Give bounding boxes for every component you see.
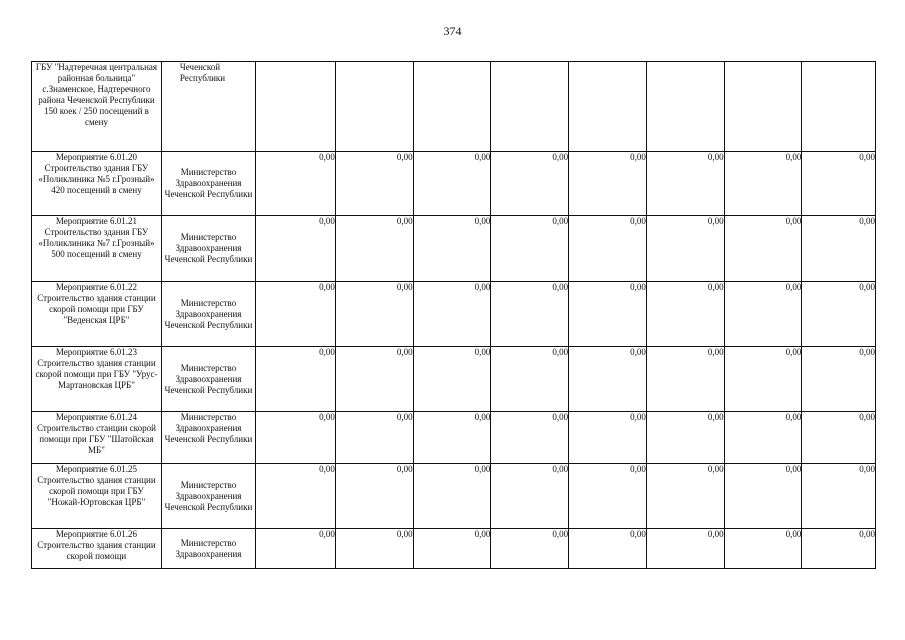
measure-name-cell: Мероприятие 6.01.24 Строительство станции скорой помощи при ГБУ "Шатойская МБ" (32, 412, 162, 464)
value-cell: 0,00 (335, 529, 413, 569)
value-cell: 0,00 (335, 152, 413, 216)
value-cell: 0,00 (569, 347, 647, 412)
value-cell (569, 62, 647, 152)
measure-name-cell: Мероприятие 6.01.23 Строительство здания станции скорой помощи при ГБУ "Урус-Мартановская ЦРБ" (32, 347, 162, 412)
value-cell: 0,00 (802, 412, 876, 464)
value-cell: 0,00 (491, 412, 569, 464)
page-number: 374 (443, 24, 462, 38)
value-cell: 0,00 (724, 282, 802, 347)
value-cell (413, 62, 491, 152)
value-cell: 0,00 (413, 412, 491, 464)
table-row (32, 529, 876, 569)
measures-table (31, 61, 876, 569)
value-cell: 0,00 (646, 152, 724, 216)
value-cell: 0,00 (569, 216, 647, 282)
value-cell: 0,00 (569, 464, 647, 529)
value-cell: 0,00 (724, 152, 802, 216)
value-cell (802, 62, 876, 152)
table-row (32, 464, 876, 529)
value-cell: 0,00 (802, 282, 876, 347)
table-row (32, 152, 876, 216)
value-cell: 0,00 (646, 412, 724, 464)
value-cell: 0,00 (724, 347, 802, 412)
value-cell: 0,00 (646, 347, 724, 412)
value-cell: 0,00 (413, 529, 491, 569)
table-row (32, 347, 876, 412)
value-cell: 0,00 (569, 152, 647, 216)
executor-cell: Министерство Здравоохранения Чеченской Республики (161, 282, 255, 347)
table-row (32, 62, 876, 152)
value-cell (335, 62, 413, 152)
value-cell: 0,00 (256, 152, 336, 216)
value-cell: 0,00 (569, 529, 647, 569)
value-cell: 0,00 (802, 216, 876, 282)
value-cell (256, 62, 336, 152)
value-cell: 0,00 (569, 282, 647, 347)
value-cell: 0,00 (802, 464, 876, 529)
table-row (32, 412, 876, 464)
measure-name-cell: Мероприятие 6.01.20 Строительство здания ГБУ «Поликлиника №5 г.Грозный» 420 посещений в смену (32, 152, 162, 216)
executor-cell: Министерство Здравоохранения Чеченской Республики (161, 216, 255, 282)
executor-cell: Министерство Здравоохранения Чеченской Республики (161, 152, 255, 216)
value-cell: 0,00 (413, 282, 491, 347)
value-cell: 0,00 (256, 347, 336, 412)
value-cell (646, 62, 724, 152)
value-cell: 0,00 (335, 282, 413, 347)
table-row (32, 216, 876, 282)
value-cell: 0,00 (491, 152, 569, 216)
measure-name-cell: ГБУ "Надтеречная центральная районная больница" с.Знаменское, Надтеречного района Чеченской Республики 150 коек / 250 посещений в смену (32, 62, 162, 152)
executor-cell: Министерство Здравоохранения Чеченской Республики (161, 412, 255, 464)
value-cell: 0,00 (569, 412, 647, 464)
value-cell (491, 62, 569, 152)
value-cell: 0,00 (802, 152, 876, 216)
value-cell: 0,00 (646, 464, 724, 529)
value-cell: 0,00 (413, 347, 491, 412)
value-cell: 0,00 (413, 152, 491, 216)
value-cell: 0,00 (491, 464, 569, 529)
value-cell: 0,00 (724, 529, 802, 569)
value-cell: 0,00 (256, 464, 336, 529)
value-cell (724, 62, 802, 152)
executor-cell: Министерство Здравоохранения (161, 529, 255, 569)
executor-cell: Чеченской Республики (161, 62, 255, 152)
value-cell: 0,00 (256, 529, 336, 569)
value-cell: 0,00 (256, 412, 336, 464)
value-cell: 0,00 (646, 529, 724, 569)
measure-name-cell: Мероприятие 6.01.22 Строительство здания станции скорой помощи при ГБУ "Веденская ЦРБ" (32, 282, 162, 347)
value-cell: 0,00 (491, 282, 569, 347)
value-cell: 0,00 (802, 347, 876, 412)
value-cell: 0,00 (724, 464, 802, 529)
value-cell: 0,00 (413, 216, 491, 282)
value-cell: 0,00 (491, 529, 569, 569)
value-cell: 0,00 (335, 464, 413, 529)
value-cell: 0,00 (724, 412, 802, 464)
value-cell: 0,00 (256, 282, 336, 347)
measure-name-cell: Мероприятие 6.01.26 Строительство здания станции скорой помощи (32, 529, 162, 569)
executor-cell: Министерство Здравоохранения Чеченской Республики (161, 464, 255, 529)
value-cell: 0,00 (491, 347, 569, 412)
executor-cell: Министерство Здравоохранения Чеченской Республики (161, 347, 255, 412)
value-cell: 0,00 (646, 216, 724, 282)
value-cell: 0,00 (335, 347, 413, 412)
table-row (32, 282, 876, 347)
value-cell: 0,00 (802, 529, 876, 569)
value-cell: 0,00 (335, 216, 413, 282)
measure-name-cell: Мероприятие 6.01.25 Строительство здания станции скорой помощи при ГБУ "Ножай-Юртовская ЦРБ" (32, 464, 162, 529)
value-cell: 0,00 (646, 282, 724, 347)
value-cell: 0,00 (413, 464, 491, 529)
value-cell: 0,00 (491, 216, 569, 282)
value-cell: 0,00 (724, 216, 802, 282)
value-cell: 0,00 (335, 412, 413, 464)
value-cell: 0,00 (256, 216, 336, 282)
measure-name-cell: Мероприятие 6.01.21 Строительство здания ГБУ «Поликлиника №7 г.Грозный» 500 посещений в смену (32, 216, 162, 282)
